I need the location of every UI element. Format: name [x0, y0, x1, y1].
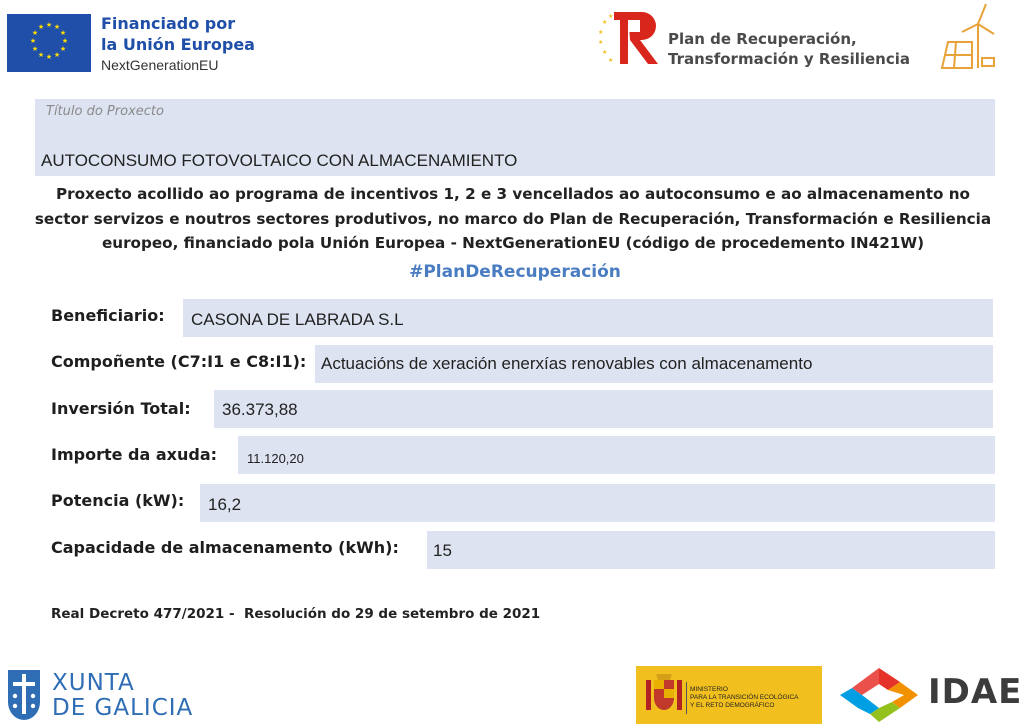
- svg-text:★: ★: [598, 29, 604, 36]
- prtr-line-2: Transformación y Resiliencia: [668, 50, 911, 68]
- beneficiario-label: Beneficiario:: [51, 306, 165, 325]
- svg-text:★: ★: [37, 23, 45, 31]
- svg-text:★: ★: [29, 37, 37, 45]
- importe-box: [238, 436, 995, 474]
- importe-value: 11.120,20: [247, 451, 304, 466]
- svg-text:★: ★: [602, 49, 608, 56]
- wind-solar-energy-icon: [938, 2, 996, 72]
- ministerio-text: [690, 686, 799, 710]
- capacidade-value: 15: [433, 541, 452, 560]
- potencia-box: [200, 484, 995, 522]
- svg-text:★: ★: [608, 13, 614, 20]
- svg-text:★: ★: [53, 23, 61, 31]
- ministerio-line-3: Y EL RETO DEMOGRÁFICO: [690, 702, 775, 709]
- prtr-logo-icon: [598, 12, 662, 66]
- svg-text:★: ★: [59, 29, 67, 37]
- eu-line-1: Financiado por: [101, 14, 236, 33]
- eu-line-2: la Unión Europea: [101, 35, 255, 54]
- svg-text:★: ★: [31, 45, 39, 53]
- prtr-line-1: Plan de Recuperación,: [668, 30, 857, 48]
- svg-text:★: ★: [598, 39, 604, 46]
- xunta-shield-icon: [6, 668, 42, 722]
- idae-logo-icon: [838, 666, 920, 724]
- project-title-value: AUTOCONSUMO FOTOVOLTAICO CON ALMACENAMIENTO: [41, 151, 518, 170]
- inversion-label: Inversión Total:: [51, 399, 191, 418]
- componente-value: Actuacións de xeración enerxías renovables con almacenamento: [321, 354, 813, 373]
- capacidade-label: Capacidade de almacenamento (kWh):: [51, 538, 399, 557]
- svg-text:★: ★: [608, 57, 614, 64]
- svg-text:★: ★: [61, 37, 69, 45]
- potencia-label: Potencia (kW):: [51, 491, 185, 510]
- svg-text:★: ★: [59, 45, 67, 53]
- xunta-line-2: DE GALICIA: [52, 695, 194, 721]
- idae-wordmark: IDAE: [928, 672, 1023, 712]
- eu-stars-icon: [7, 14, 91, 72]
- ministerio-line-2: PARA LA TRANSICIÓN ECOLÓGICA: [690, 694, 799, 701]
- capacidade-box: [427, 531, 995, 569]
- eu-flag-logo: [7, 14, 91, 72]
- importe-label: Importe da axuda:: [51, 445, 218, 464]
- prtr-title: [668, 29, 910, 69]
- componente-label: Compoñente (C7:I1 e C8:I1):: [51, 352, 307, 371]
- xunta-line-1: XUNTA: [52, 670, 135, 696]
- inversion-value: 36.373,88: [222, 400, 298, 419]
- svg-text:★: ★: [31, 29, 39, 37]
- svg-text:★: ★: [53, 51, 61, 59]
- eu-line-3: NextGenerationEU: [101, 57, 219, 73]
- inversion-box: [214, 390, 993, 428]
- ministerio-separator: [686, 682, 687, 714]
- svg-text:★: ★: [45, 21, 53, 29]
- svg-text:★: ★: [45, 53, 53, 61]
- svg-text:★: ★: [602, 19, 608, 26]
- ministerio-line-1: MINISTERIO: [690, 686, 728, 693]
- hashtag: #PlanDeRecuperación: [409, 262, 621, 282]
- eu-funding-text: [101, 13, 255, 76]
- beneficiario-value: CASONA DE LABRADA S.L: [191, 310, 404, 329]
- legal-note: Real Decreto 477/2021 - Resolución do 29 de setembro de 2021: [51, 606, 541, 622]
- project-description: Proxecto acollido ao programa de incentivos 1, 2 e 3 vencellados ao autoconsumo e ao almacenamento no sector servizos e noutros sectores produtivos, no marco do Plan de Recuperación, Transformación e Resiliencia europeo, financiado pola Unión Europea - NextGenerationEU (código de procedemento IN421W): [34, 185, 992, 252]
- potencia-value: 16,2: [208, 495, 242, 514]
- spain-crest-icon: [644, 672, 684, 718]
- xunta-de-galicia-logo: [52, 671, 193, 721]
- project-title-label: Título do Proxecto: [46, 104, 164, 119]
- svg-text:★: ★: [37, 51, 45, 59]
